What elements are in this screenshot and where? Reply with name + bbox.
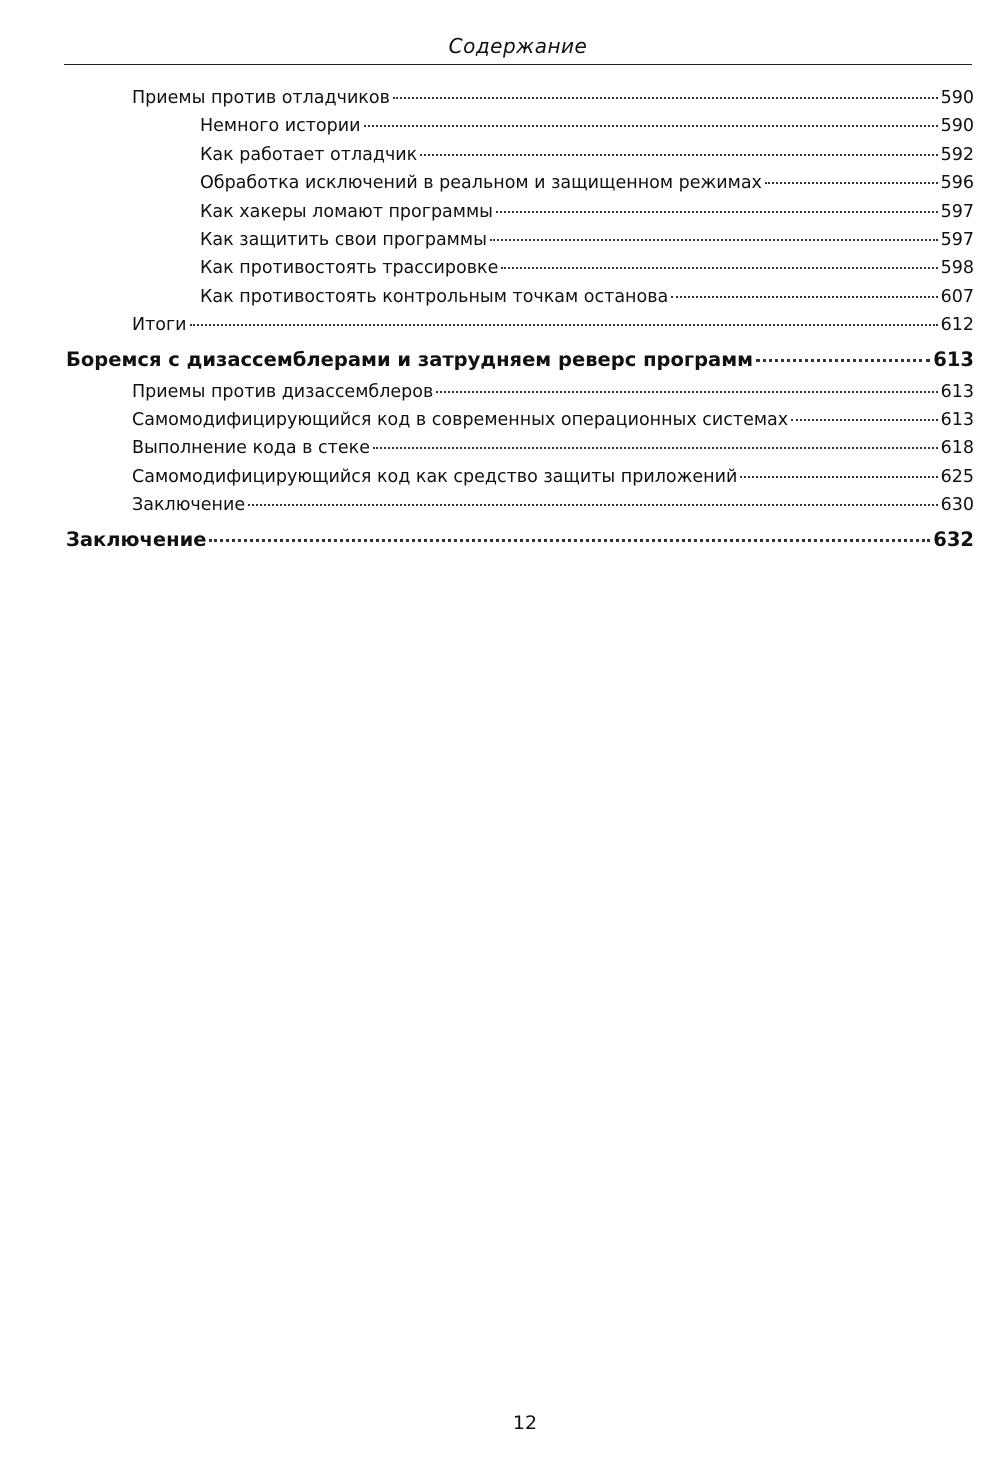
toc-entry-title: Как защитить свои программы: [200, 230, 487, 250]
toc-entry[interactable]: [200, 254, 974, 282]
dot-leader: [364, 125, 938, 127]
dot-leader: [373, 447, 938, 449]
toc-chapter-entry[interactable]: [66, 524, 974, 556]
toc-entry-title: Как работает отладчик: [200, 145, 418, 165]
toc-entry-title: Приемы против отладчиков: [132, 88, 390, 108]
toc-entry-title: Самомодифицирующийся код как средство защиты приложений: [132, 467, 738, 487]
toc-chapter-page: 632: [933, 528, 974, 551]
dot-leader: [436, 391, 937, 393]
dot-leader: [209, 539, 930, 542]
toc-entry[interactable]: [132, 84, 974, 112]
toc-chapter-title: Заключение: [66, 528, 207, 551]
toc-entry-page: 613: [940, 382, 974, 402]
running-title: Содержание: [448, 34, 588, 58]
toc-entry-title: Выполнение кода в стеке: [132, 438, 370, 458]
toc-entry-page: 597: [940, 202, 974, 222]
dot-leader: [248, 504, 937, 506]
toc-entry[interactable]: [200, 112, 974, 140]
dot-leader: [765, 182, 938, 184]
dot-leader: [756, 359, 930, 362]
toc-entry-title: Как противостоять трассировке: [200, 258, 499, 278]
toc-entry[interactable]: [200, 226, 974, 254]
toc-entry-page: 618: [940, 438, 974, 458]
toc-entry-title: Немного истории: [200, 116, 361, 136]
toc-entry[interactable]: [200, 198, 974, 226]
toc-entry[interactable]: [132, 378, 974, 406]
toc-entry[interactable]: [132, 463, 974, 491]
dot-leader: [740, 476, 937, 478]
toc-entry[interactable]: [132, 491, 974, 519]
toc-entry-page: 592: [940, 145, 974, 165]
dot-leader: [190, 324, 938, 326]
toc-entry-title: Как противостоять контрольным точкам останова: [200, 287, 669, 307]
toc-entry-title: Приемы против дизассемблеров: [132, 382, 434, 402]
toc-entry-page: 607: [940, 287, 974, 307]
dot-leader: [490, 239, 938, 241]
toc-entry-page: 598: [940, 258, 974, 278]
toc-chapter-page: 613: [933, 348, 974, 371]
toc-entry-page: 612: [940, 315, 974, 335]
toc-entry-page: 596: [940, 173, 974, 193]
toc-entry[interactable]: [132, 434, 974, 462]
dot-leader: [496, 211, 938, 213]
toc-entry-title: Как хакеры ломают программы: [200, 202, 493, 222]
toc-entry-page: 630: [940, 495, 974, 515]
toc-entry-page: 590: [940, 116, 974, 136]
toc-entry-page: 625: [940, 467, 974, 487]
toc-chapter-entry[interactable]: [66, 344, 974, 376]
dot-leader: [791, 419, 937, 421]
toc-entry[interactable]: [132, 406, 974, 434]
header-rule: [64, 64, 972, 65]
toc-entry[interactable]: [200, 169, 974, 197]
toc-entry-title: Итоги: [132, 315, 187, 335]
toc-entry[interactable]: [200, 283, 974, 311]
toc-entry-title: Заключение: [132, 495, 246, 515]
dot-leader: [501, 267, 937, 269]
toc-entry-page: 597: [940, 230, 974, 250]
page-number: 12: [512, 1412, 538, 1434]
dot-leader: [393, 97, 938, 99]
toc-entry[interactable]: [132, 311, 974, 339]
toc-entry-title: Самомодифицирующийся код в современных операционных системах: [132, 410, 789, 430]
toc-entry-page: 590: [940, 88, 974, 108]
dot-leader: [420, 154, 937, 156]
toc-chapter-title: Боремся с дизассемблерами и затрудняем реверс программ: [66, 348, 754, 371]
toc-entry-title: Обработка исключений в реальном и защищенном режимах: [200, 173, 762, 193]
dot-leader: [671, 296, 937, 298]
toc-entry[interactable]: [200, 141, 974, 169]
toc-entry-page: 613: [940, 410, 974, 430]
